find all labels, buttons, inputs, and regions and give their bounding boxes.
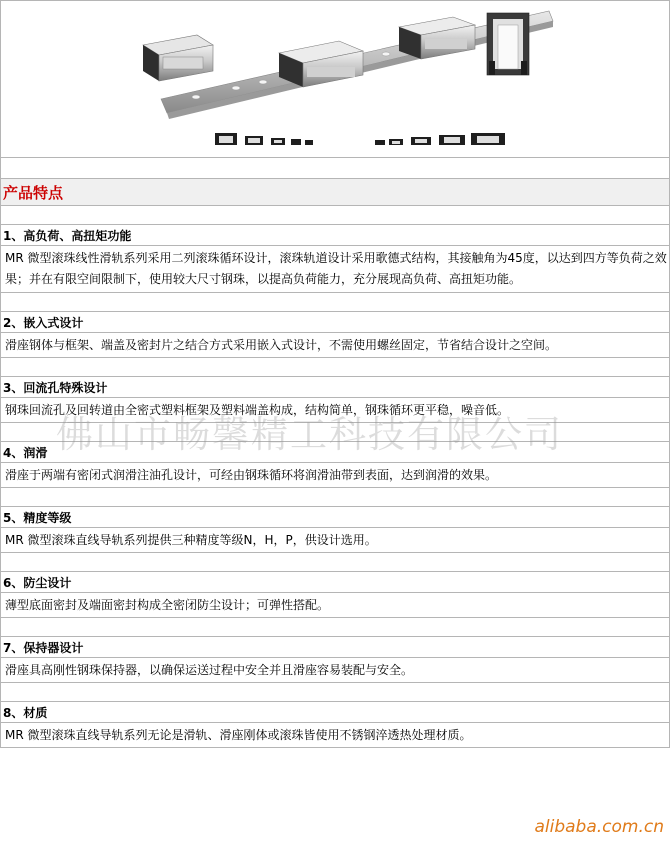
spacer-row — [1, 158, 670, 179]
feature-title: 7、保持器设计 — [1, 637, 670, 658]
spacer-row — [1, 206, 670, 225]
feature-title: 6、防尘设计 — [1, 572, 670, 593]
feature-body: MR 微型滚珠线性滑轨系列采用二列滚珠循环设计，滚珠轨道设计采用歌德式结构，其接触角为45度，以达到四方等负荷之效果；并在有限空间限制下，使用较大尺寸钢珠，以提高负荷能力，充分展现高负荷、高扭矩功能。 — [1, 246, 670, 293]
spacer-row — [1, 358, 670, 377]
site-watermark: alibaba.com.cn — [534, 817, 664, 837]
size-profile-thumbnails — [215, 133, 505, 145]
slider-block-mid — [279, 41, 363, 87]
section-title: 产品特点 — [1, 179, 670, 206]
slider-block-right — [399, 17, 475, 59]
feature-title: 1、高负荷、高扭矩功能 — [1, 225, 670, 246]
spacer-row — [1, 553, 670, 572]
feature-body: MR 微型滚珠直线导轨系列无论是滑轨、滑座刚体或滚珠皆使用不锈钢淬透热处理材质。 — [1, 723, 670, 748]
feature-title: 5、精度等级 — [1, 507, 670, 528]
feature-body: MR 微型滚珠直线导轨系列提供三种精度等级N，H，P，供设计选用。 — [1, 528, 670, 553]
feature-body: 滑座具高刚性钢珠保持器，以确保运送过程中安全并且滑座容易装配与安全。 — [1, 658, 670, 683]
spacer-row — [1, 683, 670, 702]
feature-title: 2、嵌入式设计 — [1, 312, 670, 333]
end-view-block — [487, 13, 529, 75]
product-image-cell — [1, 1, 670, 158]
spacer-row — [1, 293, 670, 312]
linear-guide-illustration — [1, 1, 669, 157]
spacer-row — [1, 488, 670, 507]
spacer-row — [1, 618, 670, 637]
feature-title: 4、润滑 — [1, 442, 670, 463]
spacer-row — [1, 423, 670, 442]
feature-body: 钢珠回流孔及回转道由全密式塑料框架及塑料端盖构成，结构简单，钢珠循环更平稳，噪音低。 — [1, 398, 670, 423]
feature-title: 8、材质 — [1, 702, 670, 723]
company-watermark: 佛山市畅馨精工科技有限公司 — [56, 413, 563, 456]
feature-body: 滑座钢体与框架、端盖及密封片之结合方式采用嵌入式设计，不需使用螺丝固定，节省结合设计之空间。 — [1, 333, 670, 358]
feature-title: 3、回流孔特殊设计 — [1, 377, 670, 398]
small-slider-block — [143, 35, 213, 81]
feature-body: 滑座于两端有密闭式润滑注油孔设计，可经由钢珠循环将润滑油带到表面，达到润滑的效果。 — [1, 463, 670, 488]
feature-body: 薄型底面密封及端面密封构成全密闭防尘设计；可弹性搭配。 — [1, 593, 670, 618]
